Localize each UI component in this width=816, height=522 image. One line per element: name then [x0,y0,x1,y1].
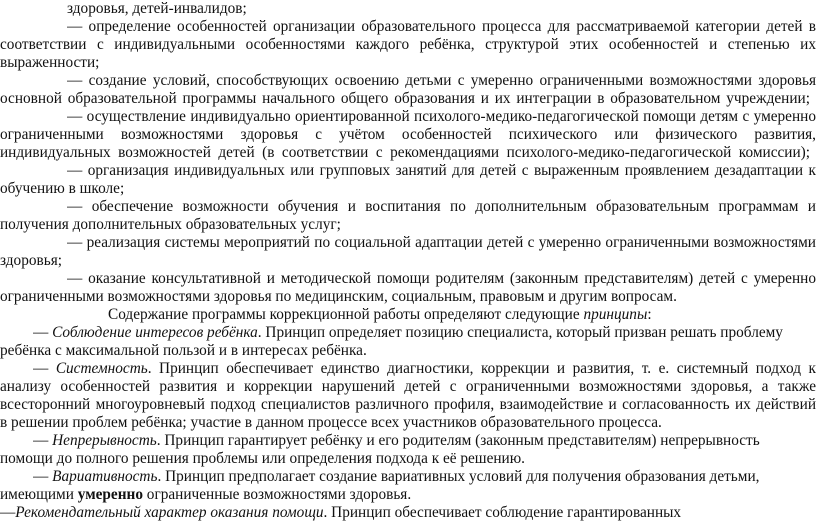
dash: — [33,432,53,449]
list-item-line: — организация индивидуальных или групповых занятий для детей с выраженным проявлением дезадаптации к [67,162,816,179]
list-item-line: соответствии с индивидуальными особенностями каждого ребёнка, структурой этих особенностей и степенью их [0,36,816,53]
principle-term: Вариативность [52,468,158,485]
principle-term: Соблюдение интересов ребёнка [52,324,258,341]
principle-2-line: анализу особенностей развития и коррекции нарушений детей с ограниченными возможностями здоровья, а также [0,378,816,395]
dash: — [33,360,56,377]
principle-1-line: ребёнка с максимальной пользой и в интересах ребёнка. [0,342,367,359]
list-item-line: — определение особенностей организации образовательного процесса для рассматриваемой категории детей в [67,18,816,35]
principle-4-line [33,468,816,486]
principle-3-line [33,432,816,450]
list-item-line: ограниченными возможностями здоровья по медицинским, социальным, правовым и другим вопросам. [0,288,677,305]
principles-word: принципы [583,306,648,323]
principle-text: имеющими [0,486,78,503]
list-item-line: обучению в школе; [0,180,125,197]
list-item-line: — реализация системы мероприятий по социальной адаптации детей с умеренно ограниченными возможностями [67,234,816,251]
text-line: здоровья, детей-инвалидов; [67,0,247,17]
principle-text: . Принцип обеспечивает соблюдение гарантированных [323,504,682,521]
principle-4-line [0,486,816,504]
list-item-line: ограниченными возможностями здоровья с учётом особенностей психического или физического развития, [0,126,816,143]
list-item-line: получения дополнительных образовательных услуг; [0,216,341,233]
principles-intro-text: Содержание программы коррекционной работы определяют следующие [108,306,580,323]
list-item-line: здоровья; [0,252,62,269]
list-item-line: — оказание консультативной и методической помощи родителям (законным представителям) детей с умеренно [67,270,816,287]
list-item-line: — создание условий, способствующих освоению детьми с умеренно ограниченными возможностями здоровья [67,72,816,89]
list-item-line: — осуществление индивидуально ориентированной психолого-медико-педагогической помощи детям с умеренно [67,108,816,125]
list-item-line: выраженности; [0,54,100,71]
principle-text: . Принцип определяет позицию специалиста, который призван решать проблему [257,324,783,341]
dash: — [0,504,16,521]
principles-intro-end: : [647,306,652,323]
principles-intro [108,306,816,324]
principle-5-line [0,504,816,522]
list-item-line: основной образовательной программы начального общего образования и их интеграции в образовательном учреждении; [0,90,810,107]
list-item-line: — обеспечение возможности обучения и воспитания по дополнительным образовательным программам и [67,198,816,215]
dash: — [33,324,53,341]
principle-1-line [33,324,816,342]
principle-text: ограниченные возможностями здоровья. [142,486,412,503]
principle-2-line: всесторонний многоуровневый подход специалистов различного профиля, взаимодействие и согласованность их действий [0,396,816,413]
principle-term: Рекомендательный характер оказания помощи [15,504,324,521]
dash: — [33,468,53,485]
principle-term: Системность [55,360,148,377]
list-item-line: индивидуальных возможностей детей (в соответствии с рекомендациями психолого-медико-педагогической комиссии); [0,144,810,161]
principle-2-line [33,360,816,378]
principle-text: . Принцип предполагает создание вариативных условий для получения образования детьми, [157,468,760,485]
principle-text: . Принцип обеспечивает единство диагностики, коррекции и развития, т. е. системный подход к [147,360,816,377]
principle-text: . Принцип гарантирует ребёнку и его родителям (законным представителям) непрерывность [156,432,760,449]
bold-word: умеренно [77,486,143,503]
principle-term: Непрерывность [52,432,157,449]
principle-2-line: в решении проблем ребёнка; участие в данном процессе всех участников образовательного процесса. [0,414,662,431]
principle-3-line: помощи до полного решения проблемы или определения подхода к её решению. [0,450,525,467]
